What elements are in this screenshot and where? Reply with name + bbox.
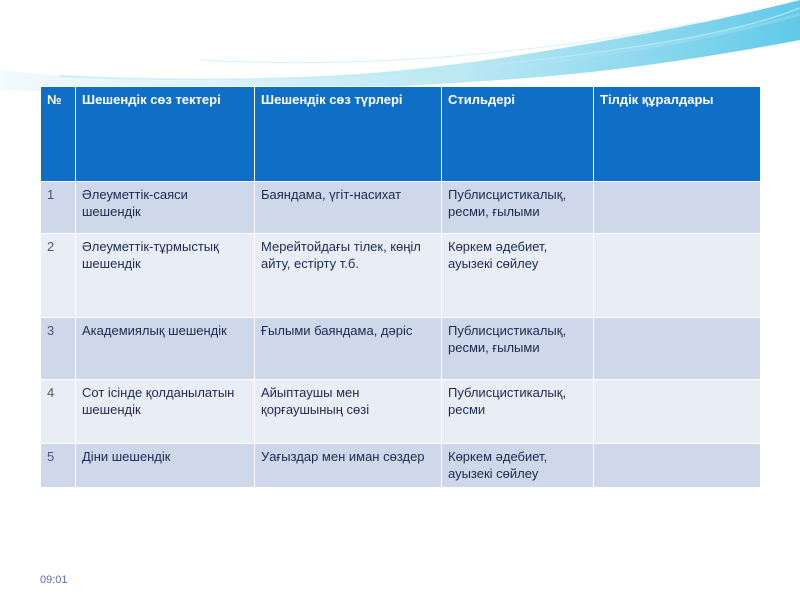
speech-genre-cell: Әлеуметтік-тұрмыстық шешендік	[76, 234, 255, 318]
styles-cell: Публисцистикалық, ресми, ғылыми	[442, 182, 594, 234]
language-tools-cell	[594, 444, 761, 488]
header-language-tools: Тілдік құралдары	[594, 87, 761, 182]
row-number: 3	[41, 318, 76, 380]
table-row	[41, 380, 761, 444]
header-speech-genres: Шешендік сөз тектері	[76, 87, 255, 182]
header-speech-kinds: Шешендік сөз түрлері	[255, 87, 442, 182]
row-number: 5	[41, 444, 76, 488]
speech-kinds-cell: Айыптаушы мен қорғаушының сөзі	[255, 380, 442, 444]
language-tools-cell	[594, 380, 761, 444]
speech-kinds-cell: Мерейтойдағы тілек, көңіл айту, естірту т.б.	[255, 234, 442, 318]
language-tools-cell	[594, 234, 761, 318]
table-row	[41, 234, 761, 318]
speech-kinds-cell: Баяндама, үгіт-насихат	[255, 182, 442, 234]
row-number: 4	[41, 380, 76, 444]
speech-kinds-cell: Ғылыми баяндама, дәріс	[255, 318, 442, 380]
speech-genre-cell: Сот ісінде қолданылатын шешендік	[76, 380, 255, 444]
table-row	[41, 182, 761, 234]
speech-types-table	[40, 86, 761, 488]
row-number: 2	[41, 234, 76, 318]
language-tools-cell	[594, 318, 761, 380]
table-row	[41, 444, 761, 488]
header-number: №	[41, 87, 76, 182]
language-tools-cell	[594, 182, 761, 234]
styles-cell: Публисцистикалық, ресми	[442, 380, 594, 444]
speech-genre-cell: Академиялық шешендік	[76, 318, 255, 380]
table-row	[41, 318, 761, 380]
header-styles: Стильдері	[442, 87, 594, 182]
styles-cell: Публисцистикалық, ресми, ғылыми	[442, 318, 594, 380]
styles-cell: Көркем әдебиет, ауызекі сөйлеу	[442, 444, 594, 488]
row-number: 1	[41, 182, 76, 234]
styles-cell: Көркем әдебиет, ауызекі сөйлеу	[442, 234, 594, 318]
table-header-row	[41, 87, 761, 182]
speech-genre-cell: Діни шешендік	[76, 444, 255, 488]
slide-time: 09:01	[40, 574, 68, 586]
speech-genre-cell: Әлеуметтік-саяси шешендік	[76, 182, 255, 234]
speech-kinds-cell: Уағыздар мен иман сөздер	[255, 444, 442, 488]
